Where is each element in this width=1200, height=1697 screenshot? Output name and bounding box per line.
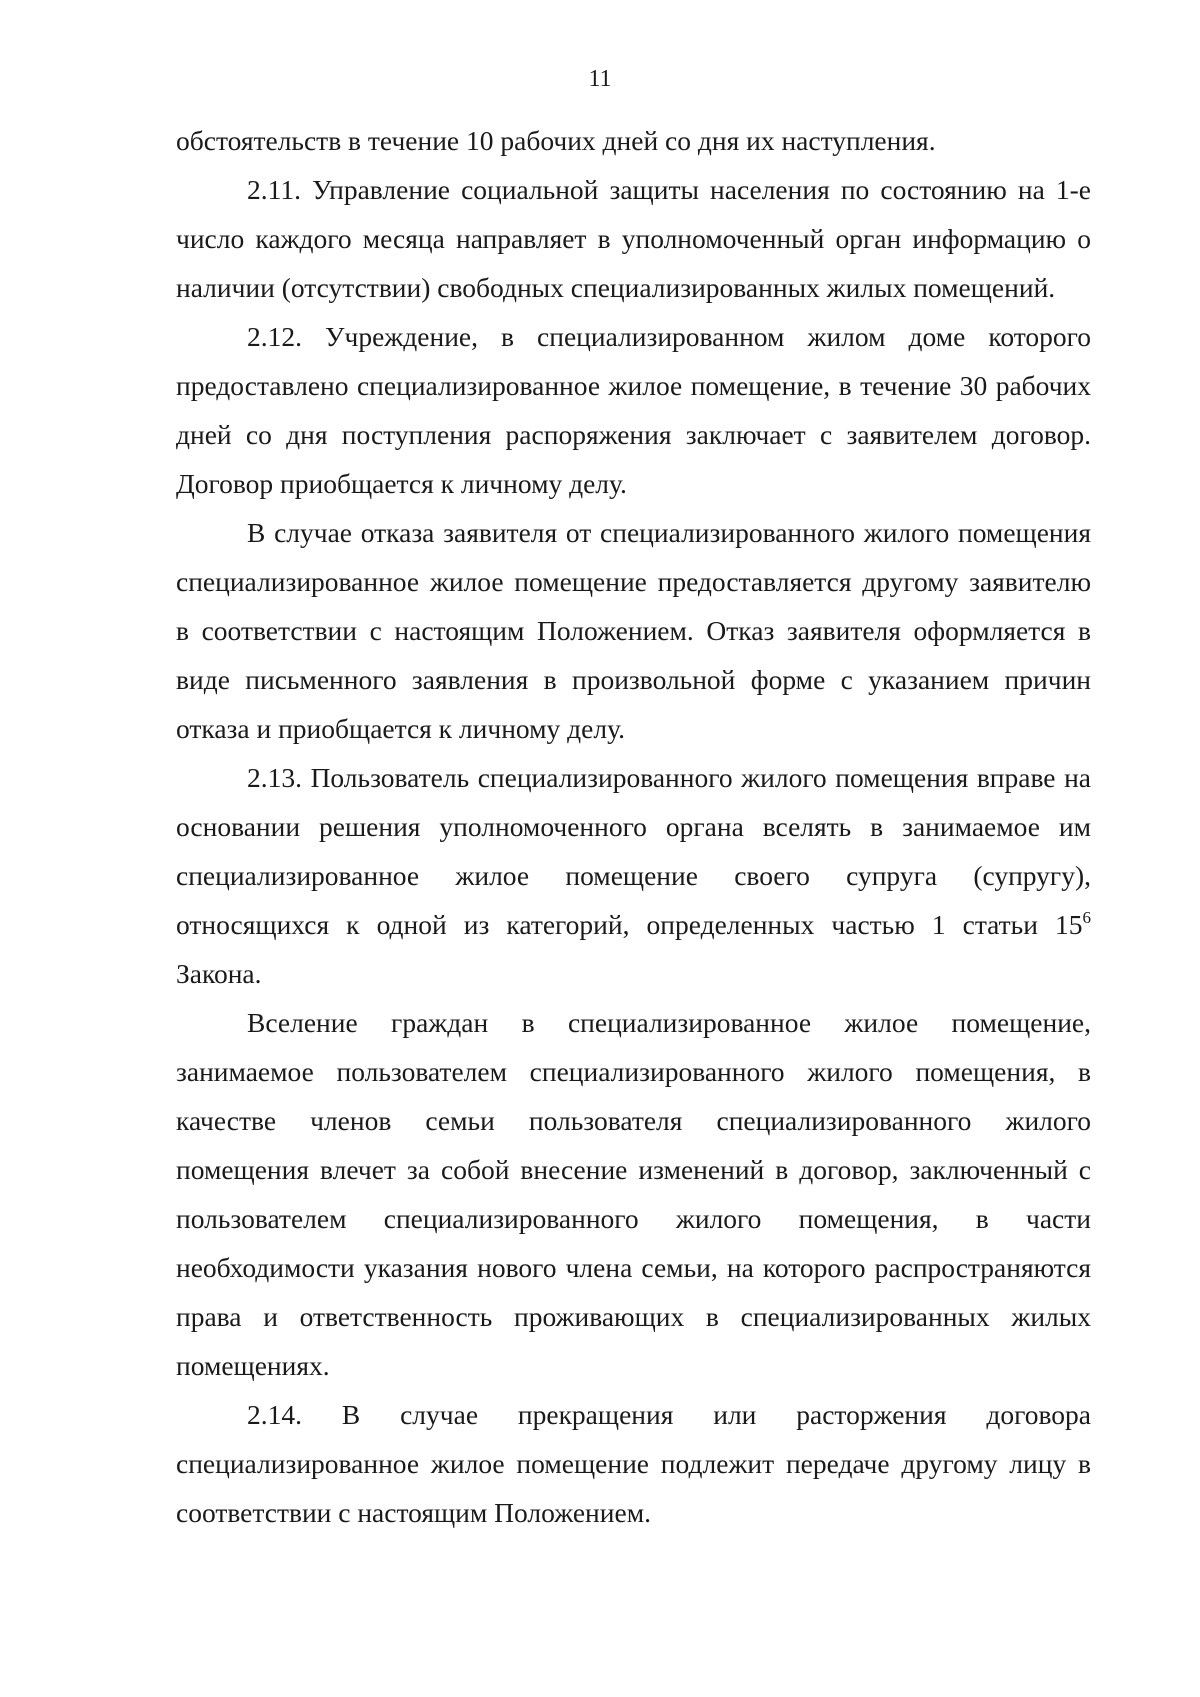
paragraph-2-12: 2.12. Учреждение, в специализированном жилом доме которого предоставлено специализированное жилое помещение, в течение 30 рабочих дней со дня поступления распоряжения заключает с заявителем договор. Договор приобщается к личному делу. [176,321,1091,499]
paragraph-2-11: 2.11. Управление социальной защиты населения по состоянию на 1-е число каждого месяца направляет в уполномоченный орган информацию о наличии (отсутствии) свободных специализированных жилых помещений. [176,174,1091,303]
paragraph-refusal: В случае отказа заявителя от специализированного жилого помещения специализированное жилое помещение предоставляется другому заявителю в соответствии с настоящим Положением. Отказ заявителя оформляется в виде письменного заявления в произвольной форме с указанием причин отказа и приобщается к личному делу. [176,517,1091,744]
paragraph-2-13-text: 2.13. Пользователь специализированного жилого помещения вправе на основании решения уполномоченного органа вселять в занимаемое им специализированное жилое помещение своего супруга (супругу), относящихся к одной из категорий, определенных частью 1 статьи 15 [176,762,1091,940]
page-number: 11 [588,66,612,92]
paragraph-2-13-tail: Закона. [176,958,262,989]
paragraph-2-14: 2.14. В случае прекращения или расторжения договора специализированное жилое помещение подлежит передаче другому лицу в соответствии с настоящим Положением. [176,1399,1091,1528]
document-body [176,116,1091,1537]
article-superscript: 6 [1082,908,1091,927]
paragraph-settlement: Вселение граждан в специализированное жилое помещение, занимаемое пользователем специализированного жилого помещения, в качестве членов семьи пользователя специализированного жилого помещения влечет за собой внесение изменений в договор, заключенный с пользователем специализированного жилого помещения, в части необходимости указания нового члена семьи, на которого распространяются права и ответственность проживающих в специализированных жилых помещениях. [176,1007,1091,1381]
paragraph-2-13 [176,753,1091,998]
paragraph-continuation: обстоятельств в течение 10 рабочих дней со дня их наступления. [176,125,936,156]
